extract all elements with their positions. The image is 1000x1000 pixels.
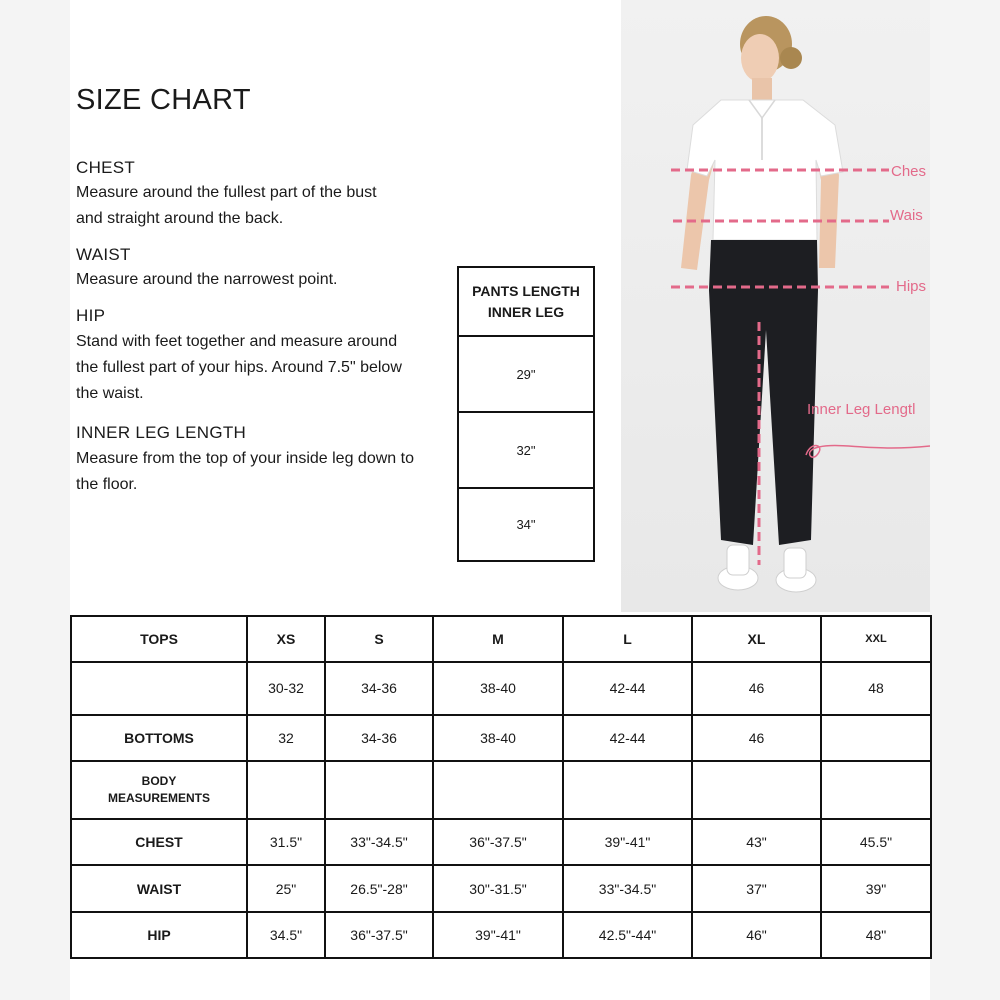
size-table [70,615,932,959]
size-header-row [71,616,931,662]
table-cell: 48 [821,662,931,714]
table-cell: 38-40 [433,715,563,761]
waist-guide-label: Wais [890,207,923,224]
pants-length-row [459,337,593,413]
table-cell: 46 [692,715,821,761]
size-s-header: S [325,616,433,662]
body-measurements-label [71,761,247,819]
table-cell: 48" [821,912,931,958]
hip-description: Stand with feet together and measure around the fullest part of your hips. Around 7.5" below the waist. [76,333,402,402]
size-m-header: M [433,616,563,662]
table-cell: 33"-34.5" [325,819,433,865]
heart-squiggle-icon [806,446,930,458]
chest-guide-label: Ches [891,163,927,180]
table-cell: 34.5" [247,912,325,958]
table-cell [247,761,325,819]
table-cell [563,761,692,819]
hip-row [71,912,931,958]
tops-row [71,662,931,714]
pants-length-header [459,268,593,337]
table-cell: 25" [247,865,325,911]
body-measurements-row [71,761,931,819]
table-cell: 37" [692,865,821,911]
model-photo [621,0,930,612]
table-cell [821,715,931,761]
size-xs-header: XS [247,616,325,662]
chest-label: CHEST [71,819,247,865]
bottoms-row [71,715,931,761]
table-cell: 45.5" [821,819,931,865]
pants-length-value: 32" [516,442,536,458]
pants-length-value: 34" [516,517,536,532]
table-cell [325,761,433,819]
pants-length-row [459,489,593,560]
table-cell: 31.5" [247,819,325,865]
table-cell [71,662,247,714]
table-cell [821,761,931,819]
pants-length-header-line2: INNER LEG [487,303,565,320]
pants-length-header-line1: PANTS LENGTH [472,282,580,299]
table-cell: 43" [692,819,821,865]
table-cell: 32 [247,715,325,761]
hip-heading: HIP [76,306,106,325]
table-cell: 26.5"-28" [325,865,433,911]
table-cell: 34-36 [325,715,433,761]
table-cell: 39" [821,865,931,911]
table-cell: 42.5"-44" [563,912,692,958]
table-cell: 38-40 [433,662,563,714]
waist-label: WAIST [71,865,247,911]
table-cell: 42-44 [563,715,692,761]
table-cell [692,761,821,819]
table-cell: 33"-34.5" [563,865,692,911]
table-cell: 34-36 [325,662,433,714]
size-l-header: L [563,616,692,662]
table-cell: 39"-41" [433,912,563,958]
waist-row [71,865,931,911]
hips-guide-label: Hips [896,278,927,295]
table-cell: 42-44 [563,662,692,714]
chest-heading: CHEST [76,158,136,177]
table-cell: 46 [692,662,821,714]
inner-leg-description: Measure from the top of your inside leg down to the floor. [76,450,414,493]
page-title: SIZE CHART [76,84,251,116]
size-xl-header: XL [692,616,821,662]
pants-length-value: 29" [516,366,536,382]
tops-header: TOPS [71,616,247,662]
size-xxl-header: XXL [821,616,931,662]
chest-row [71,819,931,865]
waist-heading: WAIST [76,245,131,264]
hip-label: HIP [71,912,247,958]
table-cell: 46" [692,912,821,958]
body-measurements-label-line2: MEASUREMENTS [107,790,210,805]
table-cell: 36"-37.5" [433,819,563,865]
table-cell: 36"-37.5" [325,912,433,958]
bottoms-label: BOTTOMS [71,715,247,761]
table-cell [433,761,563,819]
table-cell: 30-32 [247,662,325,714]
pants-length-row [459,413,593,489]
pants-length-table [457,266,595,562]
model-illustration [621,0,930,612]
inner-leg-heading: INNER LEG LENGTH [76,423,247,442]
chest-description: Measure around the fullest part of the bust and straight around the back. [76,184,377,227]
size-chart-card [70,0,930,1000]
waist-description: Measure around the narrowest point. [76,271,338,288]
table-cell: 39"-41" [563,819,692,865]
table-cell: 30"-31.5" [433,865,563,911]
inner-leg-guide-label: Inner Leg Lengtl [807,401,916,418]
body-measurements-label-line1: BODY [141,773,177,788]
